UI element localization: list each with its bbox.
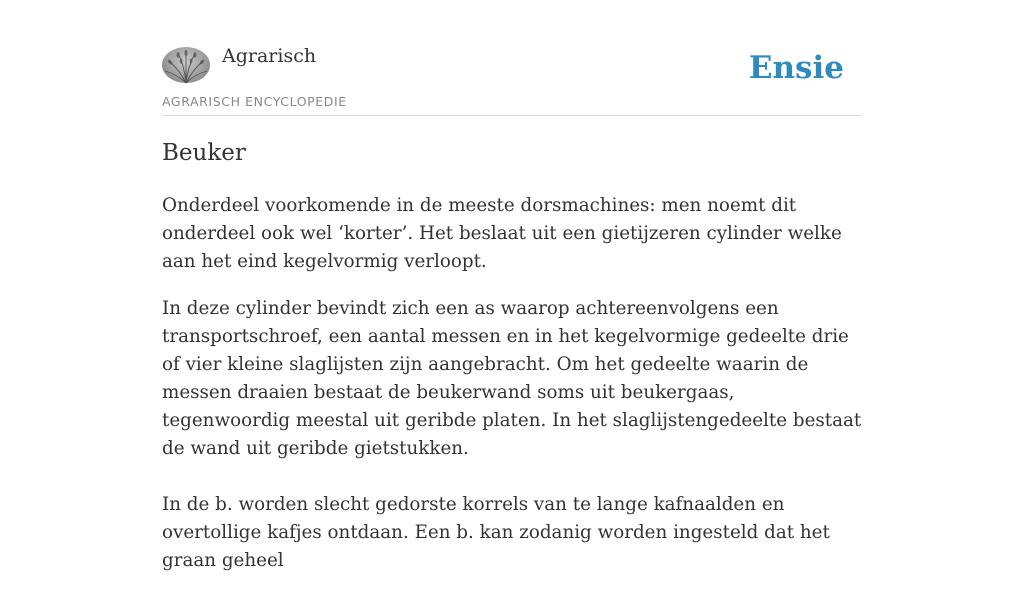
paragraph: In de b. worden slecht gedorste korrels van te lange kafnaalden en overtollige kafjes ontdaan. Een b. kan zodanig worden ingesteld dat het graan geheel bbox=[162, 494, 830, 571]
brand-logo[interactable]: Ensie bbox=[748, 50, 844, 86]
source-avatar[interactable] bbox=[162, 47, 210, 83]
article-container bbox=[162, 0, 862, 571]
paragraph: In deze cylinder bevindt zich een as waarop achtereenvolgens een transportschroef, een aantal messen en in het kegelvormige gedeelte drie of vier kleine slaglijsten zijn aangebracht. Om het gedeelte waarin de messen draaien bestaat de beukerwand soms uit beukergaas, tegenwoordig meestal uit geribde platen. In het slaglijstengedeelte bestaat de wand uit geribde gietstukken. bbox=[162, 298, 862, 459]
article-body bbox=[162, 192, 862, 594]
header bbox=[162, 0, 862, 116]
article-title: Beuker bbox=[162, 140, 246, 166]
source-subtitle: AGRARISCH ENCYCLOPEDIE bbox=[162, 94, 347, 109]
wheat-icon bbox=[162, 47, 210, 83]
paragraph: Onderdeel voorkomende in de meeste dorsmachines: men noemt dit onderdeel ook wel ‘korter’. Het beslaat uit een gietijzeren cylinder welke aan het eind kegelvormig verloopt. bbox=[162, 195, 842, 272]
source-name[interactable]: Agrarisch bbox=[222, 45, 317, 67]
